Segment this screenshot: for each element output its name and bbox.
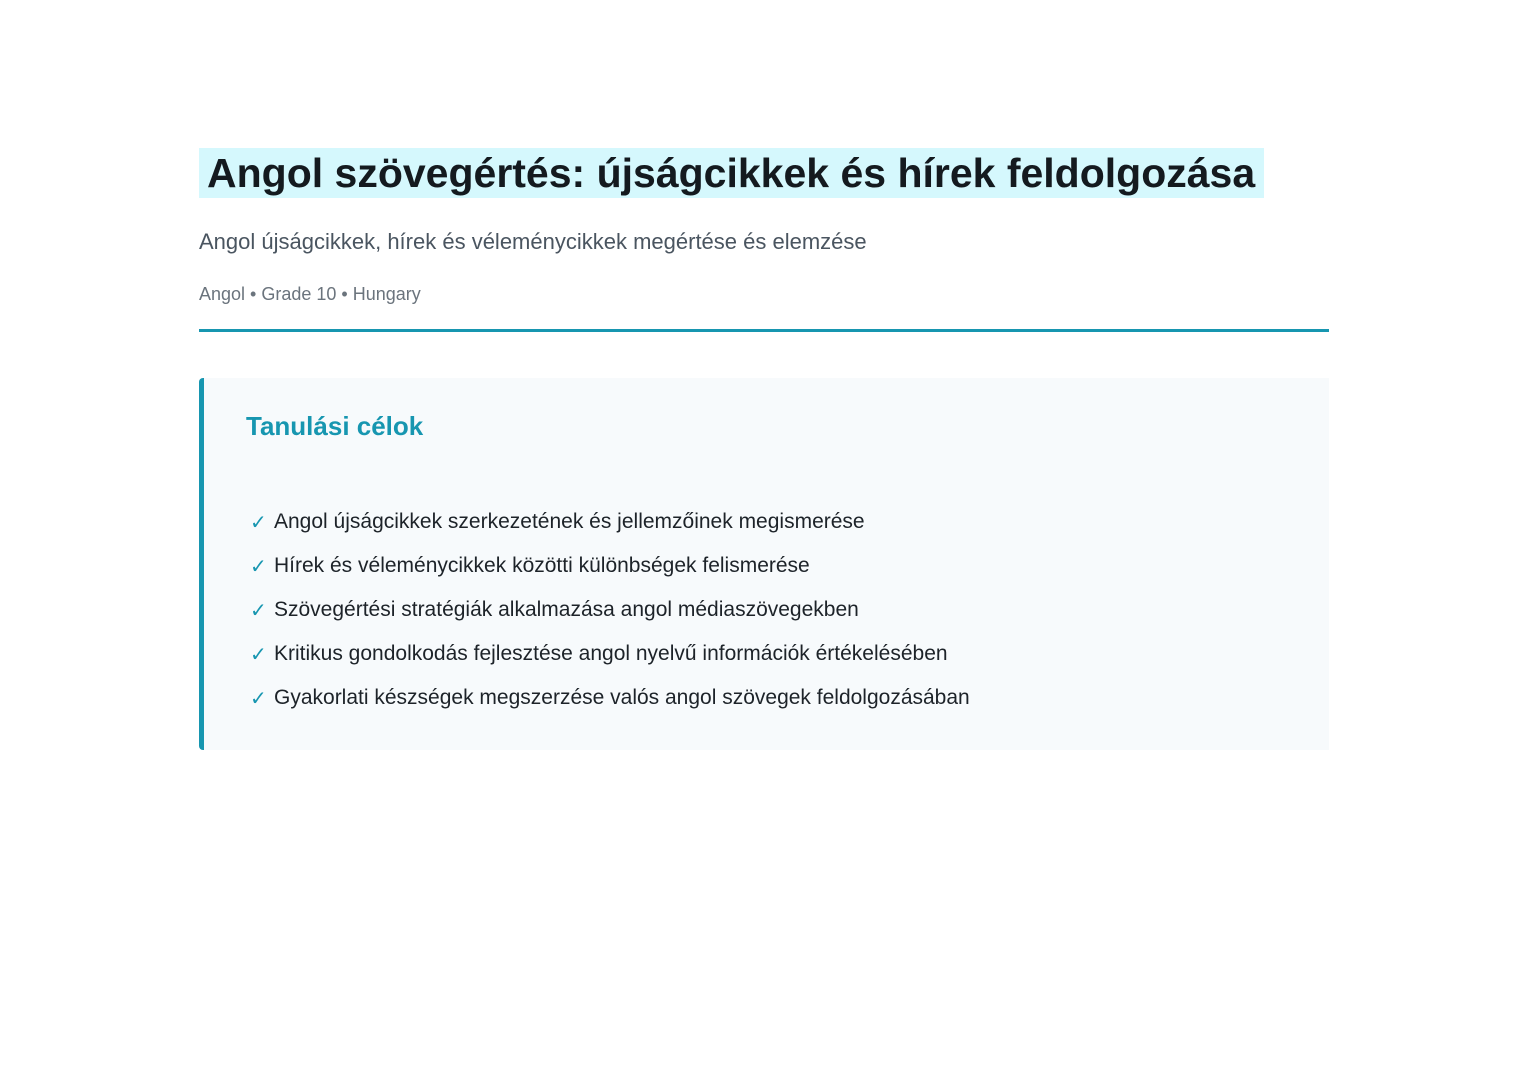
- list-item: [246, 500, 1329, 544]
- meta-separator: •: [341, 284, 348, 304]
- learning-objectives-card: [199, 378, 1329, 750]
- meta-separator: •: [250, 284, 257, 304]
- objective-text: Angol újságcikkek szerkezetének és jellemzőinek megismerése: [274, 510, 865, 533]
- check-icon: ✓: [250, 687, 267, 710]
- list-item: [246, 544, 1329, 588]
- title-highlight: [199, 148, 1264, 198]
- list-item: [246, 632, 1329, 676]
- list-item: [246, 588, 1329, 632]
- check-icon: ✓: [250, 599, 267, 622]
- list-item: [246, 676, 1329, 720]
- meta-country: Hungary: [352, 284, 421, 304]
- check-icon: ✓: [250, 555, 267, 578]
- lesson-page: [199, 148, 1329, 750]
- check-icon: ✓: [250, 643, 267, 666]
- header-divider: [199, 329, 1329, 332]
- lesson-meta: [199, 282, 1329, 306]
- page-title: Angol szövegértés: újságcikkek és hírek feldolgozása: [207, 150, 1256, 196]
- objectives-list: [246, 500, 1329, 720]
- check-icon: ✓: [250, 511, 267, 534]
- objective-text: Kritikus gondolkodás fejlesztése angol nyelvű információk értékelésében: [274, 642, 948, 665]
- meta-grade: Grade 10: [261, 284, 337, 304]
- objective-text: Szövegértési stratégiák alkalmazása angol médiaszövegekben: [274, 598, 859, 621]
- objective-text: Hírek és véleménycikkek közötti különbségek felismerése: [274, 554, 810, 577]
- objectives-heading: Tanulási célok: [246, 411, 424, 441]
- page-subtitle: Angol újságcikkek, hírek és véleménycikkek megértése és elemzése: [199, 229, 867, 254]
- objective-text: Gyakorlati készségek megszerzése valós angol szövegek feldolgozásában: [274, 686, 970, 709]
- meta-subject: Angol: [199, 284, 246, 304]
